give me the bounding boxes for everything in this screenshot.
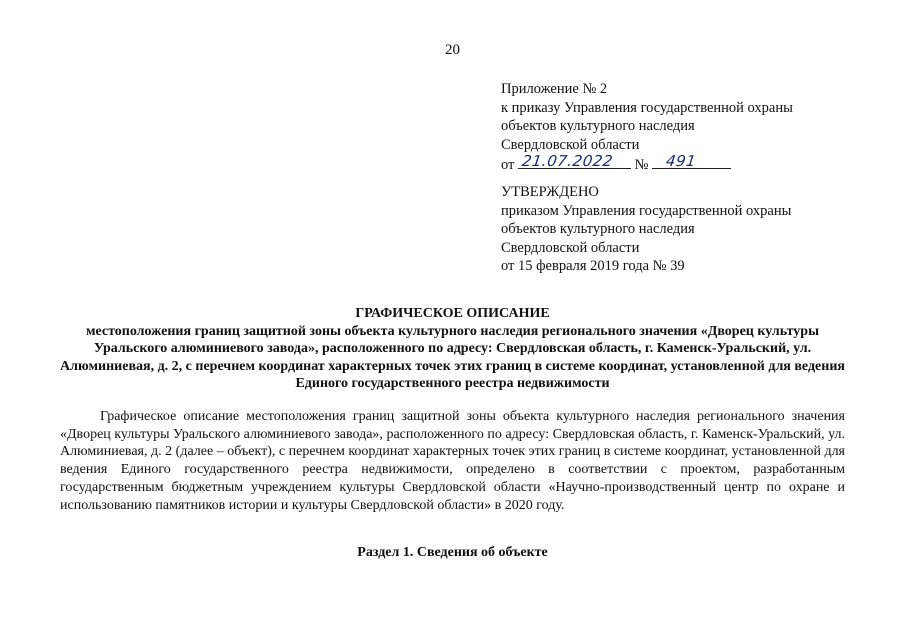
appendix-title: Приложение № 2: [501, 81, 608, 97]
handwritten-date: 21.07.2022: [520, 151, 615, 170]
approved-block: [501, 183, 791, 276]
document-title-block: [60, 305, 845, 393]
date-blank: [518, 151, 631, 170]
appendix-block: [501, 80, 793, 175]
date-prefix: от: [501, 157, 515, 173]
number-blank: [652, 151, 731, 170]
appendix-date-line: [501, 151, 793, 175]
document-title: ГРАФИЧЕСКОЕ ОПИСАНИЕ: [355, 306, 550, 321]
number-prefix: №: [634, 157, 649, 173]
appendix-order-ref: к приказу Управления государственной охраны: [501, 99, 793, 116]
handwritten-number: 491: [664, 151, 698, 170]
approved-order: приказом Управления государственной охраны: [501, 202, 792, 219]
body-paragraph: Графическое описание местоположения границ защитной зоны объекта культурного наследия регионального значения «Дворец культуры Уральского алюминиевого завода», расположенного по адресу: Свердловская область, г. Каменск-Уральский, ул. Алюминиевая, д. 2 (далее – объект), с перечнем координат характерных точек этих границ в системе координат, установленной для ведения Единого государственного реестра недвижимости, определено в соответствии с проектом, разработанным государственным бюджетным учреждением культуры Свердловской области «Научно-производственный центр по охране и использованию памятников истории и культуры Свердловской области» в 2020 году.: [60, 409, 845, 513]
document-subtitle: местоположения границ защитной зоны объекта культурного наследия регионального значения «Дворец культуры Уральского алюминиевого завода», расположенного по адресу: Свердловская область, г. Каменск-Уральский, ул. Алюминиевая, д. 2, с перечнем координат характерных точек этих границ в системе координат, установленной для ведения Единого государственного реестра недвижимости: [60, 323, 845, 391]
approved-label: УТВЕРЖДЕНО: [501, 184, 599, 200]
appendix-region: Свердловской области: [501, 136, 640, 153]
section-heading: Раздел 1. Сведения об объекте: [357, 545, 548, 560]
page-number: 20: [445, 42, 460, 58]
approved-date: от 15 февраля 2019 года № 39: [501, 258, 685, 274]
approved-heritage: объектов культурного наследия: [501, 221, 695, 237]
appendix-heritage: объектов культурного наследия: [501, 118, 695, 134]
approved-region: Свердловской области: [501, 239, 640, 256]
